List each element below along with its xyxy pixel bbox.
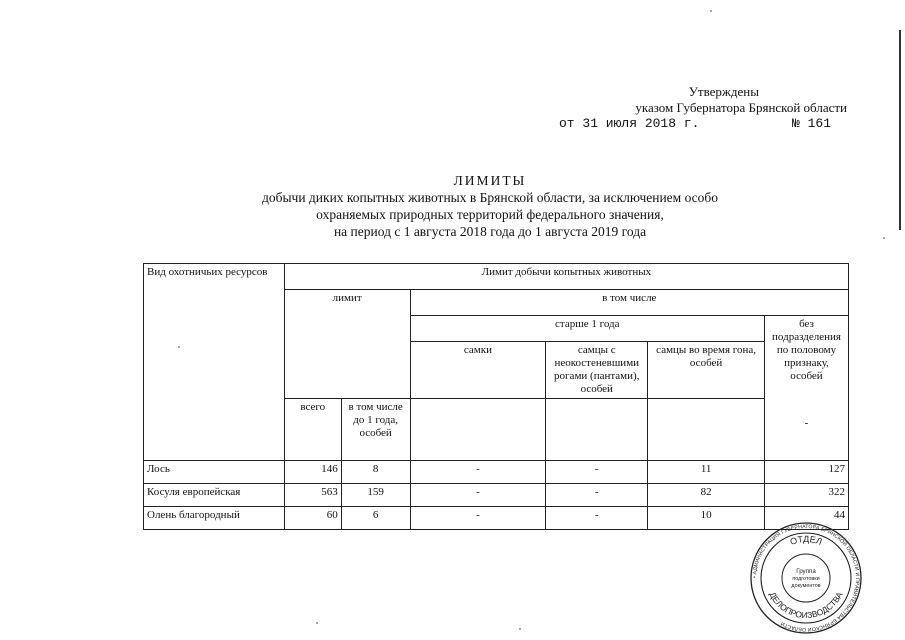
stamp-dept-top: ОТДЕЛ [788, 533, 824, 547]
header-total: всего [284, 399, 341, 461]
row-males-rut: 82 [648, 484, 765, 507]
scan-speck [178, 346, 180, 348]
row-males-rut: 10 [648, 507, 765, 530]
row-total: 60 [284, 507, 341, 530]
row-species: Олень благородный [144, 507, 285, 530]
header-empty-females [410, 399, 546, 461]
title-line1: добычи диких копытных животных в Брянской области, за исключением особо [261, 190, 719, 205]
row-total: 563 [284, 484, 341, 507]
approval-date-line [547, 116, 847, 132]
title-line2: охраняемых природных территорий федерального значения, [316, 207, 664, 222]
scan-speck [519, 628, 521, 630]
official-stamp [749, 522, 863, 634]
row-males-antlers: - [546, 507, 648, 530]
header-species: Вид охотничьих ресурсов [144, 264, 285, 461]
table-row [144, 461, 849, 484]
scan-speck [710, 10, 712, 12]
header-no-split [764, 316, 848, 461]
row-no-split: 44 [764, 507, 848, 530]
header-older-1-year: старше 1 года [410, 316, 764, 342]
stamp-center-line2: подготовки [792, 576, 820, 582]
scan-speck [316, 622, 318, 624]
header-females: самки [410, 342, 546, 399]
limits-table [143, 263, 849, 530]
header-empty-antlers [546, 399, 648, 461]
row-females: - [410, 507, 546, 530]
row-males-antlers: - [546, 461, 648, 484]
header-males-antlers: самцы с неокостеневшими рогами (пантами), особей [546, 342, 648, 399]
header-males-rut: самцы во время гона, особей [648, 342, 765, 399]
approval-line1: Утверждены [688, 84, 759, 99]
row-females: - [410, 484, 546, 507]
document-title [140, 172, 840, 240]
header-no-split-text: без подразделения по половому признаку, особей [772, 318, 841, 382]
approval-block [547, 84, 847, 132]
row-species: Лось [144, 461, 285, 484]
approval-date: от 31 июля 2018 г. [559, 116, 700, 131]
approval-line2: указом Губернатора Брянской области [635, 100, 847, 115]
header-no-split-mark: - [804, 417, 809, 429]
header-limit-main: Лимит добычи копытных животных [284, 264, 848, 290]
title-line3: на период с 1 августа 2018 года до 1 августа 2019 года [333, 224, 647, 239]
row-under-1: 159 [341, 484, 410, 507]
row-males-antlers: - [546, 484, 648, 507]
table-row [144, 507, 849, 530]
header-limit: лимит [284, 290, 410, 399]
stamp-center-line1: Группа [796, 568, 816, 575]
header-including: в том числе [410, 290, 848, 316]
header-empty-rut [648, 399, 765, 461]
approval-number: № 161 [791, 116, 831, 131]
scan-edge-line [899, 30, 901, 230]
row-total: 146 [284, 461, 341, 484]
title-heading: ЛИМИТЫ [453, 173, 527, 188]
table-row [144, 484, 849, 507]
row-males-rut: 11 [648, 461, 765, 484]
row-no-split: 322 [764, 484, 848, 507]
row-under-1: 6 [341, 507, 410, 530]
header-under-1-year: в том числе до 1 года, особей [341, 399, 410, 461]
row-under-1: 8 [341, 461, 410, 484]
stamp-dept-bottom: ДЕЛОПРОИЗВОДСТВА [767, 590, 845, 621]
row-no-split: 127 [764, 461, 848, 484]
stamp-center-line3: документов [791, 583, 821, 589]
stamp-outer-text: • АДМИНИСТРАЦИЯ ГУБЕРНАТОРА БРЯНСКОЙ ОБЛАСТИ И ПРАВИТЕЛЬСТВА БРЯНСКОЙ ОБЛАСТИ [751, 523, 861, 633]
row-species: Косуля европейская [144, 484, 285, 507]
scan-speck [883, 237, 885, 239]
row-females: - [410, 461, 546, 484]
